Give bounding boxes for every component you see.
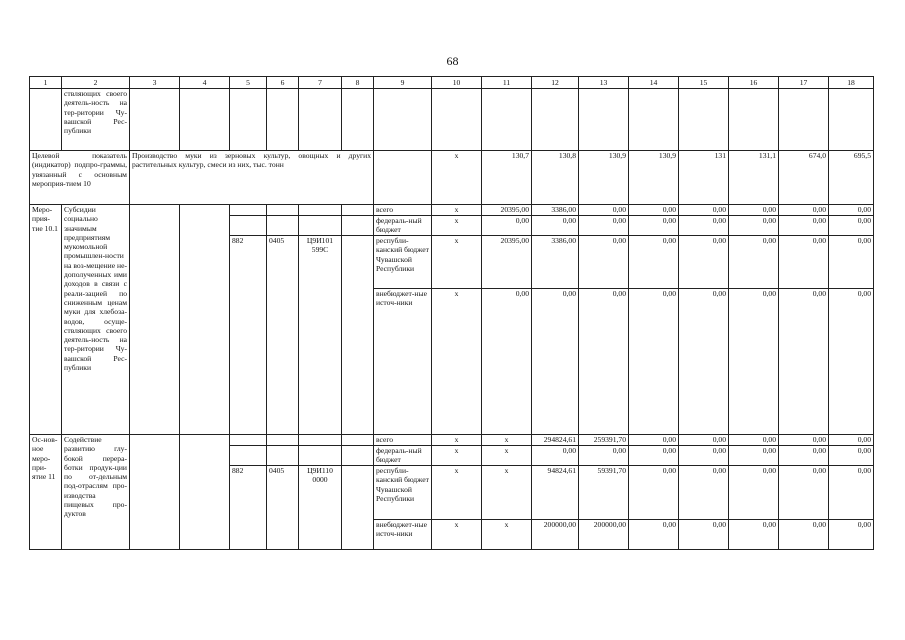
amount-cell: 0,00 <box>779 435 829 446</box>
amount-cell: 3386,00 <box>532 236 579 289</box>
col-header: 1 <box>30 77 62 89</box>
amount-cell: 0,00 <box>779 216 829 236</box>
amount-cell: 0,00 <box>729 289 779 435</box>
col-header: 17 <box>779 77 829 89</box>
amount-cell: 0,00 <box>829 216 874 236</box>
x-mark: x <box>482 435 532 446</box>
amount-cell: 0,00 <box>829 466 874 520</box>
x-mark: x <box>432 289 482 435</box>
m11-row-total <box>30 435 874 446</box>
col-header: 8 <box>342 77 374 89</box>
col-header: 15 <box>679 77 729 89</box>
amount-cell: 0,00 <box>629 435 679 446</box>
col-header: 14 <box>629 77 679 89</box>
amount-cell: 0,00 <box>679 466 729 520</box>
amount-cell: 0,00 <box>679 216 729 236</box>
amount-cell: 20395,00 <box>482 205 532 216</box>
amount-cell: 0,00 <box>579 446 629 466</box>
amount-cell: 0,00 <box>579 216 629 236</box>
col-header: 10 <box>432 77 482 89</box>
indicator-value: 695,5 <box>829 151 874 205</box>
col-header: 9 <box>374 77 432 89</box>
amount-cell: 0,00 <box>629 216 679 236</box>
amount-cell: 0,00 <box>482 289 532 435</box>
amount-cell: 0,00 <box>729 520 779 550</box>
amount-cell: 0,00 <box>779 236 829 289</box>
amount-cell: 0,00 <box>579 205 629 216</box>
amount-cell: 94824,61 <box>532 466 579 520</box>
x-mark: x <box>482 466 532 520</box>
col-header: 16 <box>729 77 779 89</box>
x-mark: x <box>432 466 482 520</box>
funding-source: всего <box>374 435 432 446</box>
amount-cell: 0,00 <box>629 520 679 550</box>
indicator-value: 130,9 <box>629 151 679 205</box>
x-mark: x <box>482 446 532 466</box>
budget-code: Ц9И101 599С <box>299 236 342 435</box>
col-header: 18 <box>829 77 874 89</box>
funding-source: внебюджет-ные источ-ники <box>374 520 432 550</box>
indicator-value: 131,1 <box>729 151 779 205</box>
amount-cell: 200000,00 <box>579 520 629 550</box>
amount-cell: 0,00 <box>532 289 579 435</box>
amount-cell: 0,00 <box>779 205 829 216</box>
indicator-description: Производство муки из зерновых культур, овощных и других растительных культур, смеси из них, тыс. тонн <box>130 151 374 205</box>
funding-source: республи-канский бюджет Чувашской Республики <box>374 466 432 520</box>
amount-cell: 0,00 <box>532 446 579 466</box>
amount-cell: 0,00 <box>829 446 874 466</box>
m11-label: Ос-нов-ное меро-при-ятие 11 <box>30 435 62 550</box>
indicator-value: 130,9 <box>579 151 629 205</box>
funding-source: федераль-ный бюджет <box>374 446 432 466</box>
amount-cell: 0,00 <box>779 289 829 435</box>
amount-cell: 0,00 <box>829 205 874 216</box>
col-header: 6 <box>267 77 299 89</box>
indicator-value: 131 <box>679 151 729 205</box>
amount-cell: 0,00 <box>779 466 829 520</box>
x-mark: x <box>432 216 482 236</box>
col-header: 3 <box>130 77 180 89</box>
funding-source: всего <box>374 205 432 216</box>
x-mark: x <box>432 205 482 216</box>
x-mark: x <box>432 446 482 466</box>
amount-cell: 0,00 <box>579 289 629 435</box>
amount-cell: 0,00 <box>829 520 874 550</box>
funding-source: федераль-ный бюджет <box>374 216 432 236</box>
indicator-value: 130,7 <box>482 151 532 205</box>
m11-description: Содействие развитию глу-бокой перера-ботки продук-ции по от-дельным под-отраслям про-изводства пищевых про-дуктов <box>62 435 130 550</box>
m101-label: Меро-прия-тие 10.1 <box>30 205 62 435</box>
amount-cell: 0,00 <box>629 205 679 216</box>
amount-cell: 0,00 <box>829 435 874 446</box>
col-header: 4 <box>180 77 230 89</box>
continuation-row <box>30 89 874 151</box>
col-header: 2 <box>62 77 130 89</box>
budget-code: 0405 <box>267 236 299 435</box>
m101-description: Субсидии социально значимым предприятиям мукомольной промышлен-ности на воз-мещение не-дополученных ими доходов в связи с реали-зацией по сниженным ценам муки для хлебоза-водов, осуще-ствляющих своего деятель-ность на тер-ритории Чу-вашской Рес-публики <box>62 205 130 435</box>
amount-cell: 0,00 <box>829 289 874 435</box>
x-mark: x <box>432 236 482 289</box>
amount-cell: 259391,70 <box>579 435 629 446</box>
column-header-row <box>30 77 874 89</box>
amount-cell: 294824,61 <box>532 435 579 446</box>
indicator-label: Целевой показатель (индикатор) подпро-граммы, увязанный с основным мероприя-тием 10 <box>30 151 130 205</box>
continuation-text: ствляющих своего деятель-ность на тер-ритории Чу-вашской Рес-публики <box>62 89 130 151</box>
amount-cell: 0,00 <box>729 205 779 216</box>
col-header: 11 <box>482 77 532 89</box>
amount-cell: 0,00 <box>579 236 629 289</box>
indicator-x: x <box>432 151 482 205</box>
col-header: 7 <box>299 77 342 89</box>
indicator-row <box>30 151 874 205</box>
col-header: 13 <box>579 77 629 89</box>
amount-cell: 0,00 <box>679 236 729 289</box>
amount-cell: 0,00 <box>629 289 679 435</box>
col-header: 12 <box>532 77 579 89</box>
budget-code: Ц9И110 0000 <box>299 466 342 550</box>
funding-source: республи-канский бюджет Чувашской Республики <box>374 236 432 289</box>
budget-code: 882 <box>230 466 267 550</box>
indicator-value: 130,8 <box>532 151 579 205</box>
indicator-value: 674,0 <box>779 151 829 205</box>
amount-cell: 0,00 <box>532 216 579 236</box>
amount-cell: 0,00 <box>829 236 874 289</box>
amount-cell: 59391,70 <box>579 466 629 520</box>
col-header: 5 <box>230 77 267 89</box>
page-number: 68 <box>446 54 459 68</box>
program-table <box>29 76 874 550</box>
budget-code: 882 <box>230 236 267 435</box>
amount-cell: 0,00 <box>629 466 679 520</box>
amount-cell: 0,00 <box>779 520 829 550</box>
amount-cell: 0,00 <box>482 216 532 236</box>
amount-cell: 3386,00 <box>532 205 579 216</box>
m101-row-total <box>30 205 874 216</box>
amount-cell: 20395,00 <box>482 236 532 289</box>
x-mark: x <box>432 520 482 550</box>
amount-cell: 0,00 <box>729 446 779 466</box>
amount-cell: 0,00 <box>679 205 729 216</box>
amount-cell: 0,00 <box>779 446 829 466</box>
funding-source: внебюджет-ные источ-ники <box>374 289 432 435</box>
amount-cell: 0,00 <box>679 520 729 550</box>
amount-cell: 200000,00 <box>532 520 579 550</box>
amount-cell: 0,00 <box>629 236 679 289</box>
x-mark: x <box>432 435 482 446</box>
amount-cell: 0,00 <box>729 466 779 520</box>
budget-code: 0405 <box>267 466 299 550</box>
amount-cell: 0,00 <box>629 446 679 466</box>
amount-cell: 0,00 <box>679 435 729 446</box>
amount-cell: 0,00 <box>729 216 779 236</box>
amount-cell: 0,00 <box>679 289 729 435</box>
amount-cell: 0,00 <box>729 236 779 289</box>
x-mark: x <box>482 520 532 550</box>
amount-cell: 0,00 <box>729 435 779 446</box>
amount-cell: 0,00 <box>679 446 729 466</box>
